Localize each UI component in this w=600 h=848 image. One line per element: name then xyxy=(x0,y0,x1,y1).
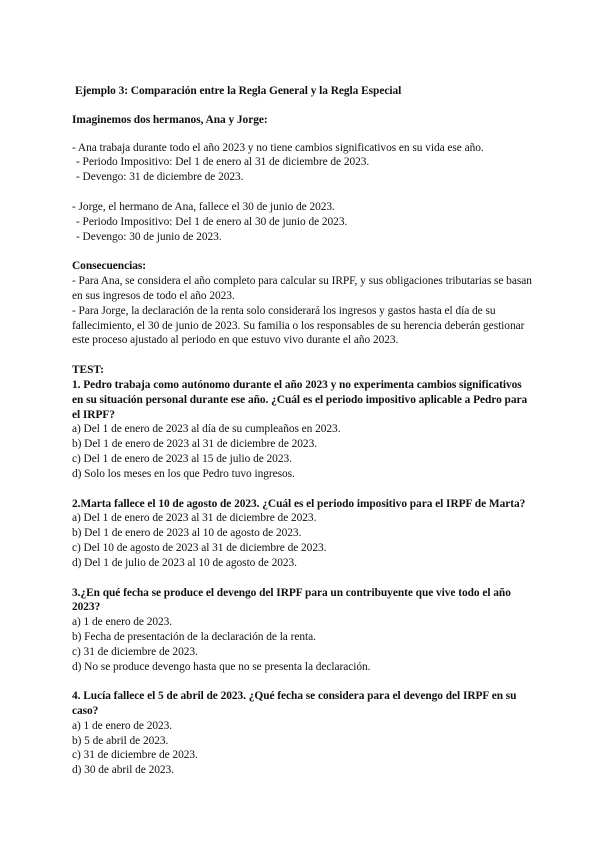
intro-heading: Imaginemos dos hermanos, Ana y Jorge: xyxy=(72,113,268,126)
ana-block xyxy=(72,141,532,185)
option-d: d) 30 de abril de 2023. xyxy=(72,764,174,777)
question-1 xyxy=(72,378,532,482)
jorge-block xyxy=(72,200,532,244)
option-c: c) 31 de diciembre de 2023. xyxy=(72,645,198,658)
question-text: 2.Marta fallece el 10 de agosto de 2023. ¿Cuál es el periodo impositivo para el IRPF de Marta? xyxy=(72,497,526,510)
question-4 xyxy=(72,689,532,778)
option-b: b) Del 1 de enero de 2023 al 31 de diciembre de 2023. xyxy=(72,438,318,451)
option-b: b) 5 de abril de 2023. xyxy=(72,734,169,747)
option-a: a) Del 1 de enero de 2023 al día de su cumpleaños en 2023. xyxy=(72,423,341,436)
consecuencias-ana: - Para Ana, se considera el año completo para calcular su IRPF, y sus obligaciones tributarias se basan en sus ingresos de todo el año 2023. xyxy=(72,275,532,302)
option-c: c) 31 de diciembre de 2023. xyxy=(72,749,198,762)
question-2 xyxy=(72,497,532,571)
option-c: c) Del 1 de enero de 2023 al 15 de julio de 2023. xyxy=(72,452,292,465)
consecuencias-heading: Consecuencias: xyxy=(72,260,146,273)
test-heading: TEST: xyxy=(72,364,104,377)
option-b: b) Del 1 de enero de 2023 al 10 de agosto de 2023. xyxy=(72,527,302,540)
question-text: 1. Pedro trabaja como autónomo durante el año 2023 y no experimenta cambios significativos en su situación personal durante ese año. ¿Cuál es el periodo impositivo aplicable a Pedro para el IRPF? xyxy=(72,378,528,421)
title-rest: : Comparación entre la Regla General y la Regla Especial xyxy=(124,85,402,97)
title-prefix: Ejemplo 3 xyxy=(75,85,125,97)
option-d: d) Solo los meses en los que Pedro tuvo ingresos. xyxy=(72,467,295,480)
document-page xyxy=(72,84,532,778)
jorge-periodo: - Periodo Impositivo: Del 1 de enero al 30 de junio de 2023. xyxy=(76,215,348,228)
option-b: b) Fecha de presentación de la declaración de la renta. xyxy=(72,630,316,643)
option-c: c) Del 10 de agosto de 2023 al 31 de diciembre de 2023. xyxy=(72,541,327,554)
jorge-line: - Jorge, el hermano de Ana, fallece el 30 de junio de 2023. xyxy=(72,200,335,213)
option-d: d) Del 1 de julio de 2023 al 10 de agosto de 2023. xyxy=(72,556,297,569)
option-a: a) 1 de enero de 2023. xyxy=(72,616,173,629)
ana-devengo: - Devengo: 31 de diciembre de 2023. xyxy=(76,171,244,184)
option-a: a) 1 de enero de 2023. xyxy=(72,719,173,732)
option-a: a) Del 1 de enero de 2023 al 31 de diciembre de 2023. xyxy=(72,512,317,525)
question-3 xyxy=(72,586,532,675)
ana-periodo: - Periodo Impositivo: Del 1 de enero al 31 de diciembre de 2023. xyxy=(76,156,370,169)
consecuencias-jorge: - Para Jorge, la declaración de la renta solo considerará los ingresos y gastos hasta el día de su fallecimiento, el 30 de junio de 2023. Su familia o los responsables de su herencia deberán gestionar este proceso ajustado al periodo en que estuvo vivo durante el año 2023. xyxy=(72,304,525,347)
jorge-devengo: - Devengo: 30 de junio de 2023. xyxy=(76,230,222,243)
document-title xyxy=(75,84,532,99)
question-text: 3.¿En qué fecha se produce el devengo del IRPF para un contribuyente que vive todo el año 2023? xyxy=(72,586,511,614)
option-d: d) No se produce devengo hasta que no se presenta la declaración. xyxy=(72,660,371,673)
ana-line: - Ana trabaja durante todo el año 2023 y no tiene cambios significativos en su vida ese año. xyxy=(72,141,484,154)
question-text: 4. Lucía fallece el 5 de abril de 2023. ¿Qué fecha se considera para el devengo del IRPF en su caso? xyxy=(72,690,517,718)
consecuencias-block xyxy=(72,259,532,348)
